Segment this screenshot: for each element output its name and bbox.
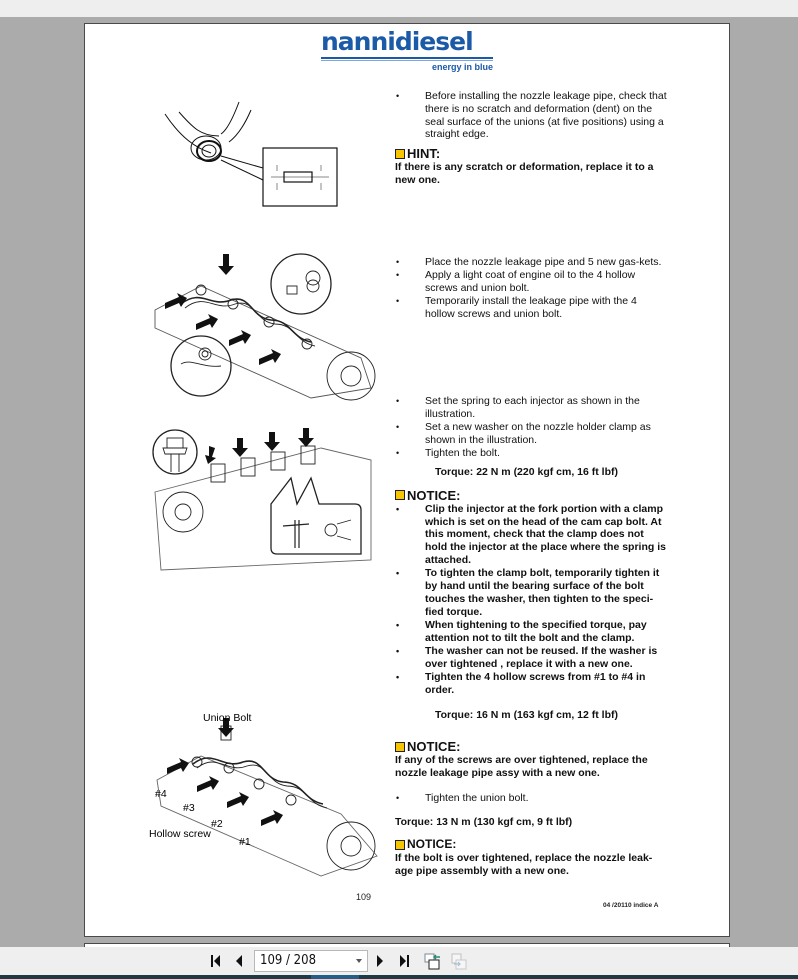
list-item: • Tighten the bolt. <box>395 447 667 460</box>
notice-square-icon <box>395 490 405 500</box>
notice-text: If the bolt is over tightened, replace the nozzle leak-age pipe assembly with a new one. <box>395 852 653 877</box>
list-item: • Set a new washer on the nozzle holder clamp as shown in the illustration. <box>395 421 667 447</box>
logo-tagline: energy in blue <box>431 62 493 72</box>
list-item: • Tighten the union bolt. <box>395 792 667 805</box>
label-screw-4: #4 <box>155 788 167 800</box>
notice-square-icon <box>395 742 405 752</box>
previous-view-button[interactable] <box>424 952 442 970</box>
list-item: • Apply a light coat of engine oil to the 4 hollow screws and union bolt. <box>395 269 667 295</box>
document-page <box>84 23 730 937</box>
list-item: • Set the spring to each injector as shown in the illustration. <box>395 395 667 421</box>
torque-spec: Torque: 22 N m (220 kgf cm, 16 ft lbf) <box>435 465 619 478</box>
list-item: • Tighten the 4 hollow screws from #1 to #4 in order. <box>395 671 667 697</box>
logo-underline-thin <box>321 60 493 61</box>
label-screw-3: #3 <box>183 802 195 814</box>
list-item: • The washer can not be reused. If the washer is over tightened , replace it with a new one. <box>395 645 667 671</box>
list-item: • When tightening to the specified torque, pay attention not to tilt the bolt and the clamp. <box>395 619 667 645</box>
hint-square-icon <box>395 149 405 159</box>
last-page-button[interactable] <box>398 952 414 970</box>
page-navigation-toolbar <box>0 947 798 975</box>
chevron-down-icon <box>356 959 362 963</box>
notice-title: NOTICE: <box>407 739 461 754</box>
notice-square-icon <box>395 840 405 850</box>
hint-title: HINT: <box>407 146 441 162</box>
first-page-button[interactable] <box>206 952 222 970</box>
brand-logo <box>321 28 497 74</box>
taskbar-active-item[interactable] <box>311 975 359 979</box>
label-union-bolt: Union Bolt <box>203 712 252 724</box>
first-page-icon <box>207 954 221 968</box>
notice-text: If any of the screws are over tightened, replace the nozzle leakage pipe assy with a new one. <box>395 754 648 779</box>
notice-title: NOTICE: <box>407 487 461 503</box>
list-item: • Clip the injector at the fork portion with a clamp which is set on the head of the cam cap bolt. At this moment, check that the clamp does not hold the injector at the place where the spring is attached. <box>395 503 667 567</box>
section-union-bolt <box>395 739 667 878</box>
label-screw-1: #1 <box>239 836 251 848</box>
next-view-icon <box>450 952 468 970</box>
notice-heading <box>395 837 667 852</box>
list-item: • Place the nozzle leakage pipe and 5 new gas-kets. <box>395 256 667 269</box>
last-page-icon <box>399 954 413 968</box>
figure-tightening-order <box>141 706 381 878</box>
next-page-button[interactable] <box>374 952 388 970</box>
next-view-button[interactable] <box>450 952 468 970</box>
hint-heading <box>395 146 667 161</box>
logo-underline <box>321 57 493 59</box>
previous-page-button[interactable] <box>231 952 245 970</box>
list-item: • To tighten the clamp bolt, temporarily tighten it by hand until the bearing surface of the bolt touches the washer, then tighten to the speci-fied torque. <box>395 567 667 618</box>
viewer-top-strip <box>0 0 798 17</box>
engine-illustration <box>141 706 381 878</box>
previous-view-icon <box>424 952 442 970</box>
figure-leakage-pipe-installation <box>141 248 381 408</box>
section-leakage-pipe-placement <box>395 256 667 321</box>
hint-text: If there is any scratch or deformation, replace it to a new one. <box>395 161 654 186</box>
taskbar <box>0 975 798 979</box>
label-hollow-screw: Hollow screw <box>149 828 211 840</box>
next-page-icon <box>376 954 386 968</box>
torque-spec: Torque: 13 N m (130 kgf cm, 9 ft lbf) <box>395 816 573 829</box>
section-straight-edge-check <box>395 90 667 187</box>
notice-heading <box>395 739 667 754</box>
section-injector-clamp <box>395 395 667 722</box>
page-number-value: 109 / 208 <box>260 953 317 968</box>
list-item: • Before installing the nozzle leakage pipe, check that there is no scratch and deformation (dent) on the seal surface of the unions (at five positions) using a straight edge. <box>395 90 667 141</box>
list-item: • Temporarily install the leakage pipe with the 4 hollow screws and union bolt. <box>395 295 667 321</box>
logo-wordmark: nannidiesel <box>321 27 473 56</box>
notice-heading <box>395 488 667 503</box>
footer-reference: 04 /20110 indice A <box>603 902 659 909</box>
previous-page-icon <box>233 954 243 968</box>
figure-union-straight-edge-check <box>141 88 381 248</box>
notice-title: NOTICE: <box>407 837 457 852</box>
page-number-select[interactable] <box>254 950 368 972</box>
page-number: 109 <box>356 892 372 902</box>
label-screw-2: #2 <box>211 818 223 830</box>
torque-spec: Torque: 16 N m (163 kgf cm, 12 ft lbf) <box>435 708 619 721</box>
figure-injector-clamp <box>141 420 381 580</box>
